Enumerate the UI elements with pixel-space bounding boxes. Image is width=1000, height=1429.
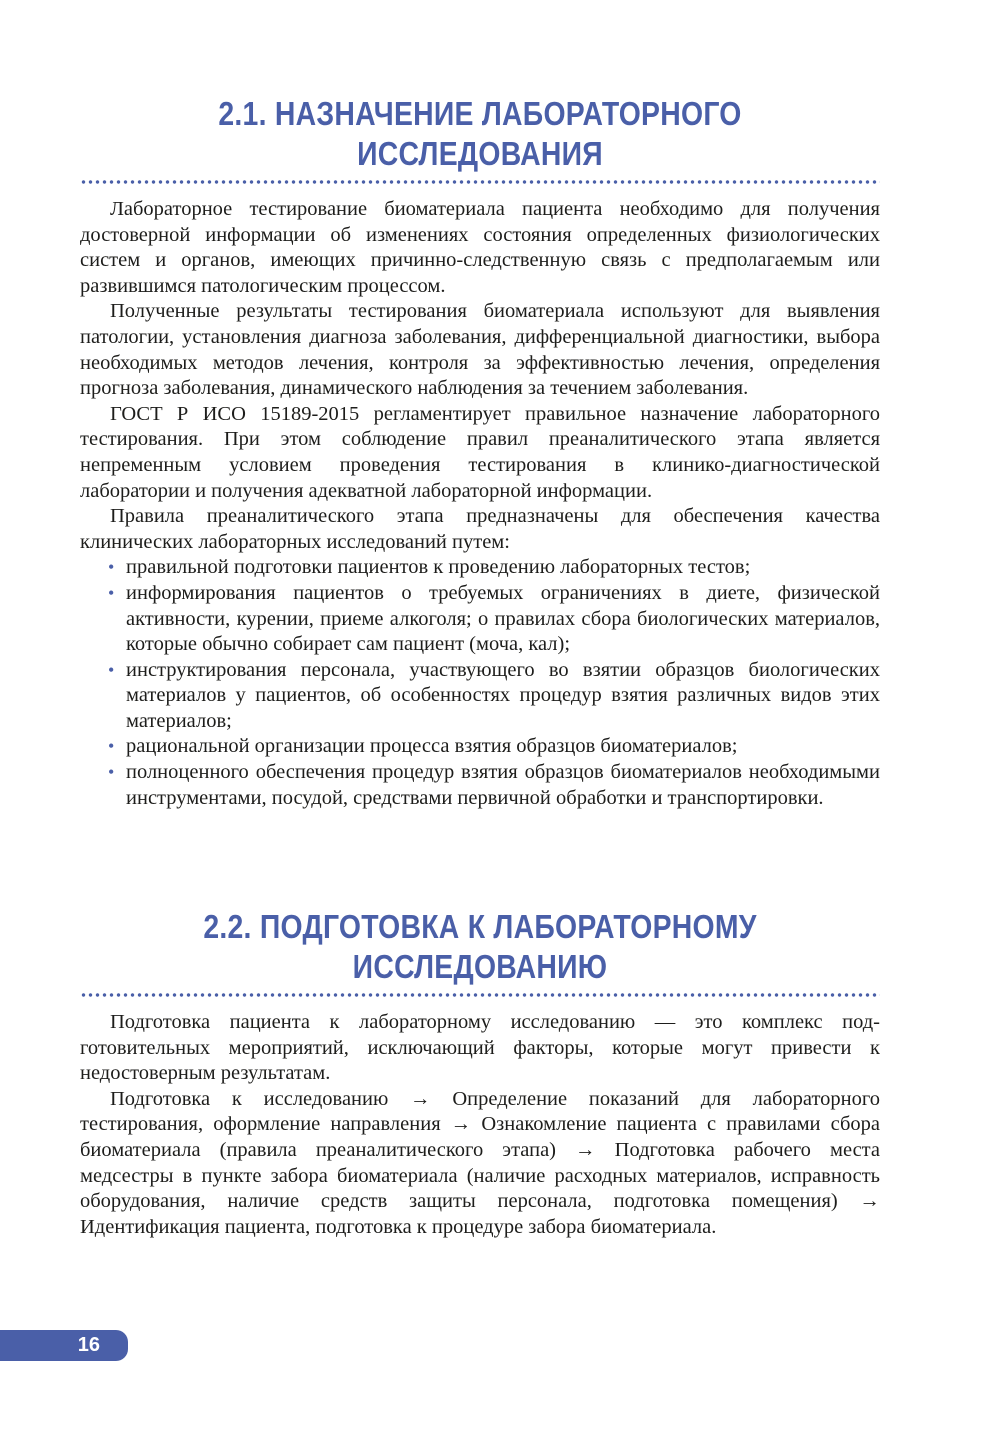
page-number-badge: 16 — [0, 1330, 128, 1361]
section-1-title — [136, 94, 824, 174]
section-1-divider — [80, 180, 880, 184]
paragraph: Правила преаналитического этапа предназначены для обеспечения качества клинических лабораторных исследований путем: — [80, 505, 880, 553]
paragraph: ГОСТ Р ИСО 15189-2015 регламентирует правильное назначение лабораторного тестирования. При этом соблюдение правил преаналитического этапа является непременным условием проведения тестирования в клинико-диагностической лаборатории и получения адекватной лабораторной информации. — [80, 402, 880, 502]
section-2-body — [80, 1010, 880, 1240]
section-1-title-line-1: 2.1. НАЗНАЧЕНИЕ ЛАБОРАТОРНОГО — [218, 95, 742, 132]
paragraph: Подготовка к исследованию → Определение показаний для лабораторного тестирования, оформление направления → Ознакомление пациента с правилами сбора биоматериала (правила преаналитического этапа) → Подготовка рабочего места медсестры в пункте забора биоматериала (наличие расходных материалов, исправность оборудования, наличие средств защиты персонала, подготовка помещения) → Идентификация пациента, подготовка к процедуре забора биоматериала. — [80, 1087, 880, 1238]
section-2-title-line-2: ИССЛЕДОВАНИЮ — [352, 948, 608, 985]
section-1-body — [80, 197, 880, 811]
section-2-title-line-1: 2.2. ПОДГОТОВКА К ЛАБОРАТОРНОМУ — [203, 908, 757, 945]
paragraph: Подготовка пациента к лабораторному исследованию — это комплекс подготовительных мероприятий, исключающий факторы, которые могут привести к недостоверным результатам. — [80, 1011, 880, 1085]
bullet-list — [80, 555, 880, 811]
section-1-title-line-2: ИССЛЕДОВАНИЯ — [357, 135, 603, 172]
list-item: • инструктирования персонала, участвующего во взятии образцов биологических материалов у пациентов, об особенностях процедур взятия различных видов этих материалов; — [80, 658, 880, 735]
list-item: • информирования пациентов о требуемых ограничениях в диете, физической активности, курении, приеме алкоголя; о правилах сбора биологических материалов, которые обычно собирает сам пациент (моча, кал); — [80, 581, 880, 658]
section-2-divider — [80, 993, 880, 997]
paragraph: Лабораторное тестирование биоматериала пациента необходимо для получения достоверной информации об изменениях состояния определенных физиологических систем и органов, имеющих причинно-следственную связь с предполагаемым или развившимся патологическим процессом. — [80, 198, 880, 297]
paragraph: Полученные результаты тестирования биоматериала используют для выявления патологии, установления диагноза заболевания, дифференциальной диагностики, выбора необходимых методов лечения, контроля за эффективностью лечения, определения прогноза заболевания, динамического наблюдения за течением заболевания. — [80, 300, 880, 400]
list-item: • рациональной организации процесса взятия образцов биоматериалов; — [80, 734, 880, 760]
list-item: • правильной подготовки пациентов к проведению лабораторных тестов; — [80, 555, 880, 581]
section-2-title — [136, 907, 824, 987]
list-item: • полноценного обеспечения процедур взятия образцов биоматериалов необходимыми инструментами, посудой, средствами первичной обработки и транспортировки. — [80, 760, 880, 811]
